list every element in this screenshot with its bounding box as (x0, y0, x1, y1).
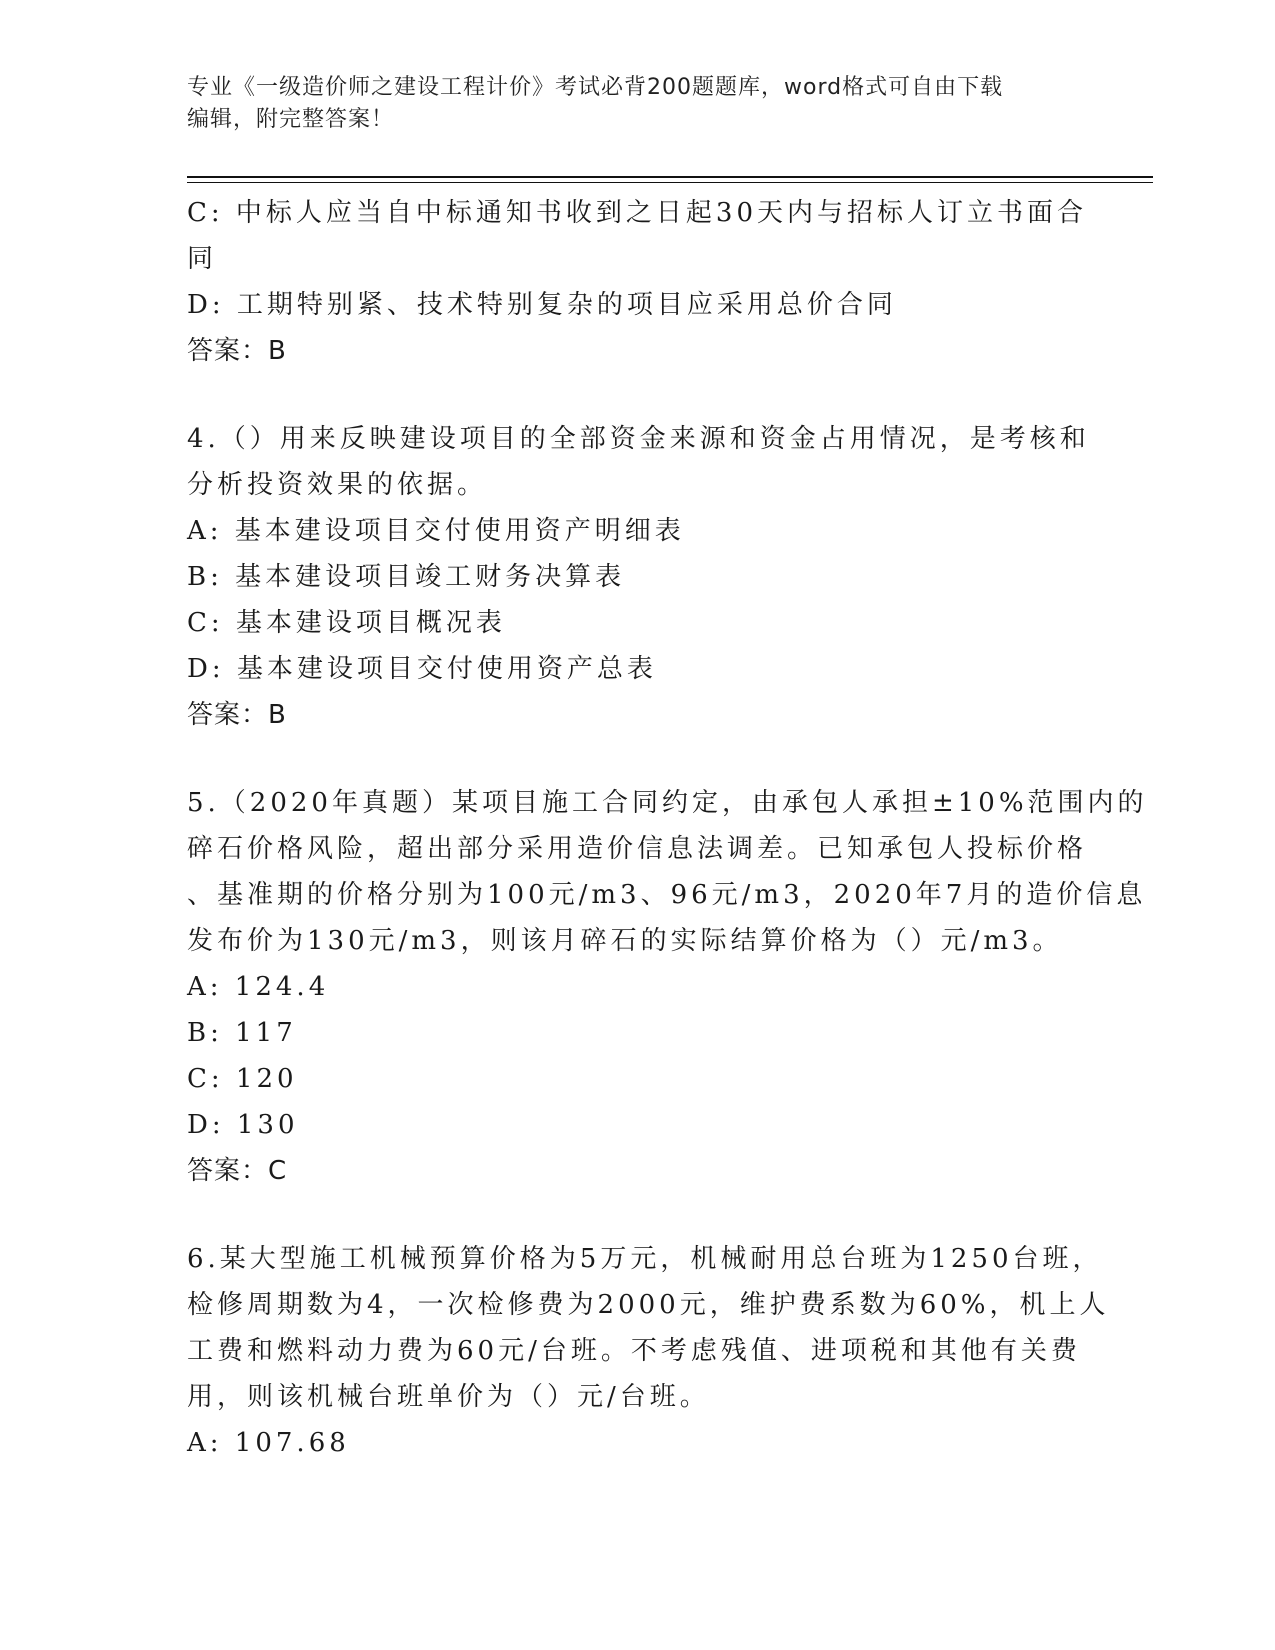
question-stem-line: 分析投资效果的依据。 (187, 470, 488, 500)
option-a: A: 107.68 (187, 1428, 350, 1458)
option-a: A: 124.4 (187, 972, 330, 1002)
header-divider-thick (187, 176, 1153, 178)
question-stem-line: 5.（2020年真题）某项目施工合同约定，由承包人承担±10%范围内的 (187, 788, 1148, 818)
answer-label: 答案：B (187, 700, 287, 730)
question-stem-line: 4.（）用来反映建设项目的全部资金来源和资金占用情况，是考核和 (187, 424, 1090, 454)
question-6 (187, 1236, 1110, 1466)
page-header (187, 72, 1067, 136)
option-c: C: 120 (187, 1064, 298, 1094)
option-a: A: 基本建设项目交付使用资产明细表 (187, 516, 685, 546)
question-stem-line: 用，则该机械台班单价为（）元/台班。 (187, 1382, 710, 1412)
question-3-continued (187, 190, 1087, 374)
question-stem-line: 检修周期数为4，一次检修费为2000元，维护费系数为60%，机上人 (187, 1290, 1110, 1320)
answer-label: 答案：C (187, 1156, 288, 1186)
option-c: C: 中标人应当自中标通知书收到之日起30天内与招标人订立书面合 (187, 198, 1088, 228)
option-d: D: 基本建设项目交付使用资产总表 (187, 654, 657, 684)
option-c: C: 基本建设项目概况表 (187, 608, 506, 638)
option-c-continued: 同 (187, 244, 218, 274)
question-stem-line: 6.某大型施工机械预算价格为5万元，机械耐用总台班为1250台班， (187, 1244, 1103, 1274)
document-body (187, 190, 1148, 1466)
header-line-2: 编辑，附完整答案！ (187, 107, 395, 132)
question-stem-line: 碎石价格风险，超出部分采用造价信息法调差。已知承包人投标价格 (187, 834, 1088, 864)
question-stem-line: 发布价为130元/m3，则该月碎石的实际结算价格为（）元/m3。 (187, 926, 1063, 956)
option-b: B: 基本建设项目竣工财务决算表 (187, 562, 626, 592)
option-d: D: 工期特别紧、技术特别复杂的项目应采用总价合同 (187, 290, 897, 320)
question-5 (187, 780, 1148, 1194)
header-line-1: 专业《一级造价师之建设工程计价》考试必背200题题库，word格式可自由下载 (187, 75, 1004, 100)
answer-label: 答案：B (187, 336, 287, 366)
header-divider-thin (187, 182, 1153, 183)
question-4 (187, 416, 1090, 738)
option-d: D: 130 (187, 1110, 299, 1140)
question-stem-line: 、基准期的价格分别为100元/m3、96元/m3，2020年7月的造价信息 (187, 880, 1147, 910)
question-stem-line: 工费和燃料动力费为60元/台班。不考虑残值、进项税和其他有关费 (187, 1336, 1081, 1366)
option-b: B: 117 (187, 1018, 297, 1048)
